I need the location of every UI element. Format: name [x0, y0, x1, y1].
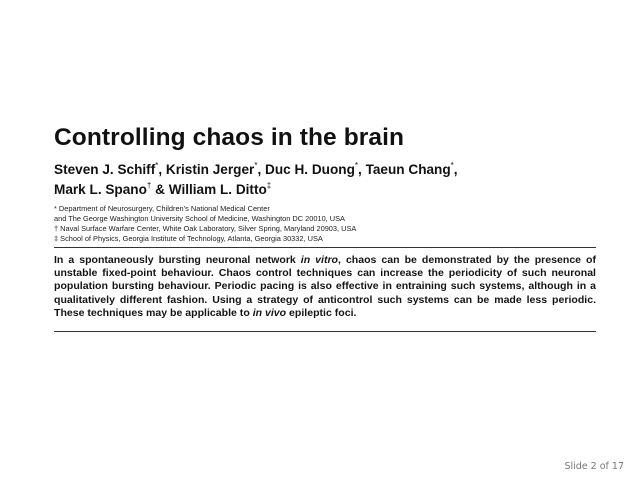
author-line-2: [54, 180, 596, 200]
top-rule: [54, 247, 596, 248]
author-separator: ,: [158, 162, 166, 177]
paper-excerpt: [54, 124, 596, 332]
author-separator: &: [151, 182, 169, 197]
affiliation-line: and The George Washington University School of Medicine, Washington DC 20010, USA: [54, 213, 345, 223]
affiliation-line: * Department of Neurosurgery, Children’s National Medical Center: [54, 204, 270, 213]
author-separator: ,: [358, 162, 366, 177]
author-separator: ,: [257, 162, 266, 177]
author-separator: ,: [453, 162, 458, 177]
abstract-text: , chaos can be demonstrated by the presence of unstable fixed-point behaviour. Chaos control techniques can increase the periodicity of such neuronal population bursting behaviour. Periodic pacing is also effective in entraining such systems, although in a qualitatively different fashion. Using a strategy of anticontrol such systems can be made less periodic. These techniques may be applicable to: [54, 253, 596, 320]
affiliation-line: † Naval Surface Warfare Center, White Oak Laboratory, Silver Spring, Maryland 20903, USA: [54, 223, 357, 233]
abstract-text: In a spontaneously bursting neuronal network: [54, 253, 301, 266]
author-list: [54, 160, 596, 200]
author-line-1: [54, 160, 596, 180]
author-name: Duc H. Duong: [265, 162, 355, 177]
author-mark: *: [254, 161, 258, 170]
abstract-italic: in vivo: [252, 307, 287, 320]
author-name: Steven J. Schiff: [54, 162, 156, 177]
author-mark: *: [354, 161, 359, 170]
author-name: Mark L. Spano: [54, 182, 147, 197]
abstract-text: epileptic foci.: [286, 307, 357, 320]
author-name: Kristin Jerger: [165, 162, 255, 177]
affiliations: [54, 204, 596, 244]
affiliation-line: ‡ School of Physics, Georgia Institute of Technology, Atlanta, Georgia 30332, USA: [54, 233, 323, 243]
author-mark: ‡: [266, 181, 272, 190]
author-name: Taeun Chang: [365, 162, 451, 177]
author-mark: *: [450, 161, 454, 170]
bottom-rule: [54, 331, 596, 332]
slide-counter: Slide 2 of 17: [564, 461, 624, 472]
author-name: William L. Ditto: [168, 182, 267, 197]
author-mark: †: [146, 181, 152, 190]
abstract: [54, 254, 596, 321]
author-mark: *: [155, 161, 159, 170]
abstract-italic: in vitro: [300, 253, 339, 266]
paper-title: Controlling chaos in the brain: [54, 124, 405, 151]
